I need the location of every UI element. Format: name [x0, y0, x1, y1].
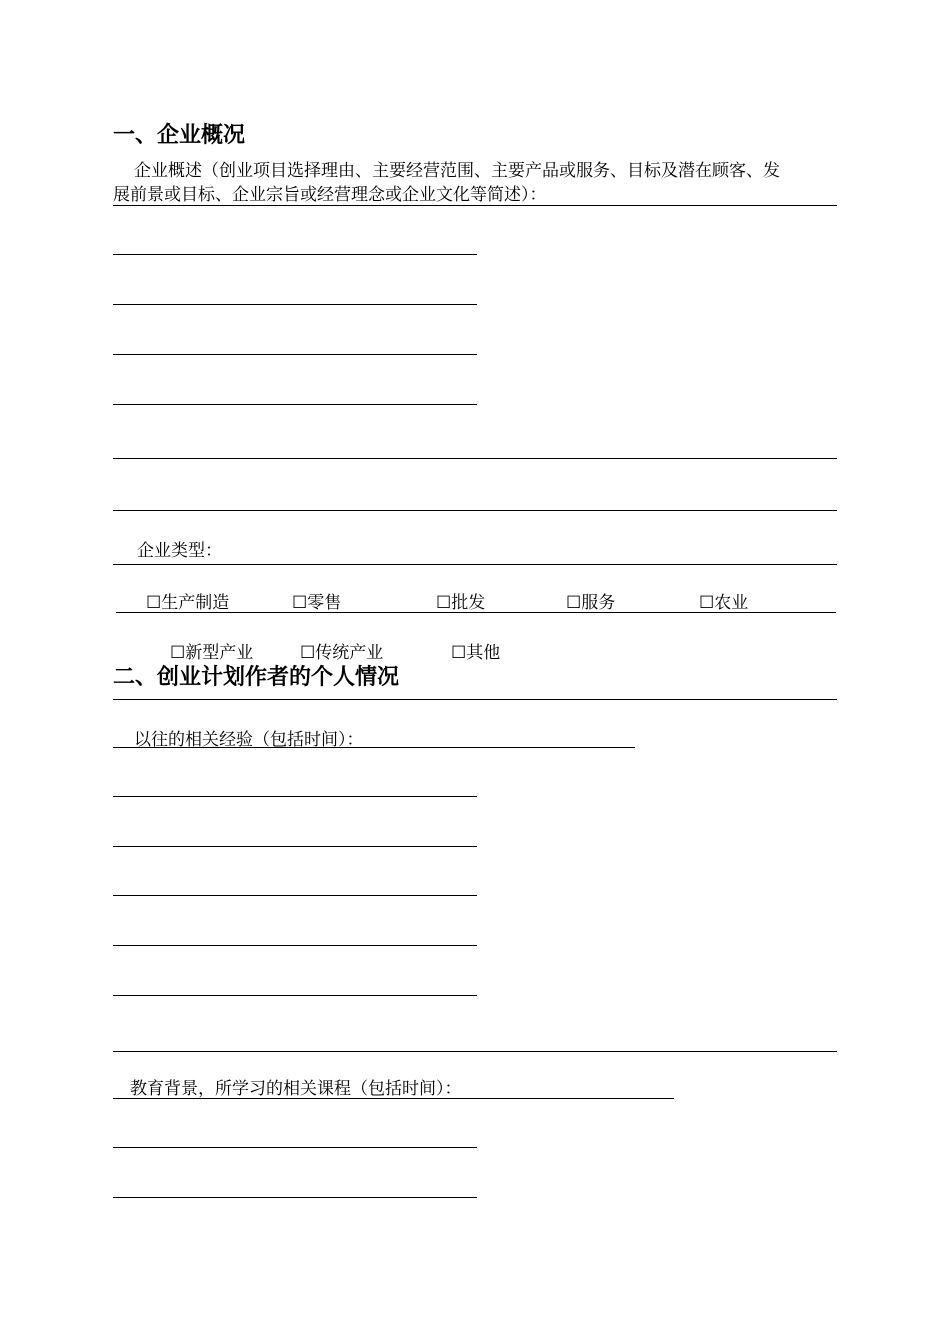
education-label: 教育背景，所学习的相关课程（包括时间）： [130, 1079, 462, 1099]
experience-answer-line[interactable] [113, 846, 477, 847]
business-type-label: 企业类型： [137, 541, 222, 561]
section-2-title-underline [113, 699, 837, 700]
business-type-label-underline [113, 564, 837, 565]
overview-label-line2: 展前景或目标、企业宗旨或经营理念或企业文化等简述）： [113, 185, 547, 205]
overview-answer-line[interactable] [113, 354, 477, 355]
experience-answer-line[interactable] [113, 1051, 837, 1052]
checkbox-manufacturing[interactable]: ☐生产制造 [146, 593, 230, 613]
checkbox-wholesale[interactable]: ☐批发 [436, 593, 486, 613]
section-2-title: 二、创业计划作者的个人情况 [113, 665, 400, 690]
checkbox-traditional-industry[interactable]: ☐传统产业 [300, 643, 384, 663]
experience-answer-line[interactable] [113, 995, 477, 996]
experience-label: 以往的相关经验（包括时间）： [134, 730, 364, 750]
overview-answer-line[interactable] [113, 510, 837, 511]
overview-answer-line[interactable] [113, 304, 477, 305]
business-type-row-underline [116, 612, 836, 613]
section-1-title: 一、企业概况 [113, 123, 246, 148]
experience-answer-line[interactable] [113, 945, 477, 946]
experience-answer-line[interactable] [113, 895, 477, 896]
checkbox-service[interactable]: ☐服务 [566, 593, 616, 613]
overview-answer-line[interactable] [113, 458, 837, 459]
education-label-underline [113, 1098, 674, 1099]
checkbox-retail[interactable]: ☐零售 [292, 593, 342, 613]
overview-answer-line[interactable] [113, 404, 477, 405]
experience-answer-line[interactable] [113, 796, 477, 797]
checkbox-agriculture[interactable]: ☐农业 [699, 593, 749, 613]
experience-label-underline [113, 747, 635, 748]
checkbox-other[interactable]: ☐其他 [451, 643, 501, 663]
overview-answer-line[interactable] [113, 254, 477, 255]
overview-label-underline [113, 205, 837, 206]
checkbox-emerging-industry[interactable]: ☐新型产业 [170, 643, 254, 663]
education-answer-line[interactable] [113, 1147, 477, 1148]
education-answer-line[interactable] [113, 1197, 477, 1198]
overview-label-line1: 企业概述（创业项目选择理由、主要经营范围、主要产品或服务、目标及潜在顾客、发 [134, 161, 780, 181]
